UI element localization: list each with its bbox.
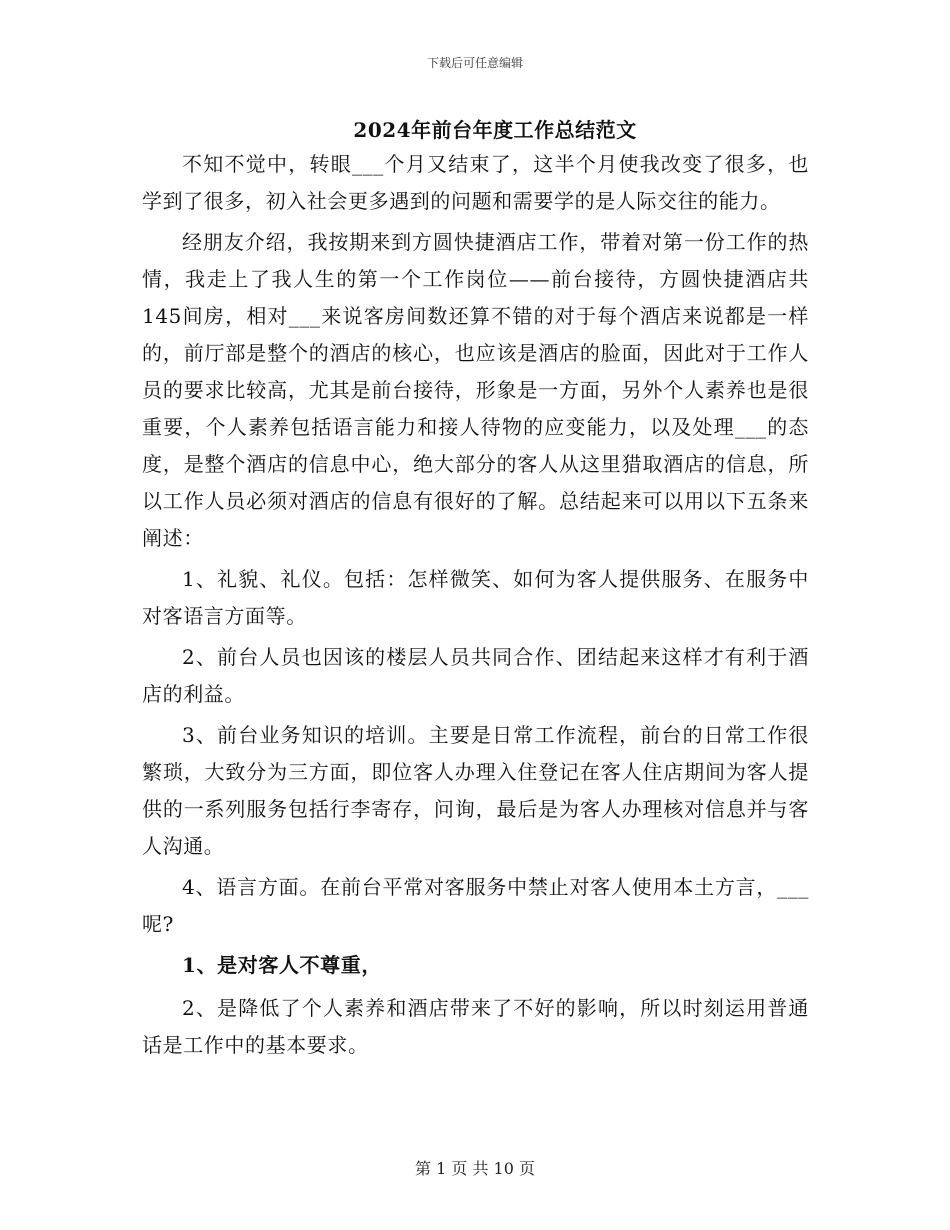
paragraph-point-1: 1、礼貌、礼仪。包括：怎样微笑、如何为客人提供服务、在服务中对客语言方面等。 <box>142 567 809 628</box>
paragraph-point-3: 3、前台业务知识的培训。主要是日常工作流程，前台的日常工作很繁琐，大致分为三方面，即位客人办理入住登记在客人住店期间为客人提供的一系列服务包括行李寄存，问询，最后是为客人办理核对信息并与客人沟通。 <box>142 723 809 858</box>
paragraph-subpoint-1: 1、是对客人不尊重， <box>182 953 382 977</box>
paragraph-background: 经朋友介绍，我按期来到方圆快捷酒店工作，带着对第一份工作的热情，我走上了我人生的第一个工作岗位——前台接待，方圆快捷酒店共145间房，相对___来说客房间数还算不错的对于每个酒店来说都是一样的，前厅部是整个的酒店的核心，也应该是酒店的脸面，因此对于工作人员的要求比较高，尤其是前台接待，形象是一方面，另外个人素养也是很重要，个人素养包括语言能力和接人待物的应变能力，以及处理___的态度，是整个酒店的信息中心，绝大部分的客人从这里猎取酒店的信息，所以工作人员必须对酒店的信息有很好的了解。总结起来可以用以下五条来阐述： <box>142 230 809 550</box>
paragraph-intro: 不知不觉中，转眼___个月又结束了，这半个月使我改变了很多，也学到了很多，初入社会更多遇到的问题和需要学的是人际交往的能力。 <box>142 152 809 213</box>
paragraph-point-4: 4、语言方面。在前台平常对客服务中禁止对客人使用本土方言，___呢? <box>142 875 809 936</box>
document-body <box>142 146 809 1068</box>
paragraph-subpoint-2: 2、是降低了个人素养和酒店带来了不好的影响，所以时刻运用普通话是工作中的基本要求。 <box>142 996 809 1057</box>
document-title: 2024年前台年度工作总结范文 <box>353 118 637 142</box>
page-number: 第 1 页 共 10 页 <box>415 1159 535 1178</box>
header-note: 下载后可任意编辑 <box>426 56 523 70</box>
paragraph-point-2: 2、前台人员也因该的楼层人员共同合作、团结起来这样才有利于酒店的利益。 <box>142 645 809 706</box>
